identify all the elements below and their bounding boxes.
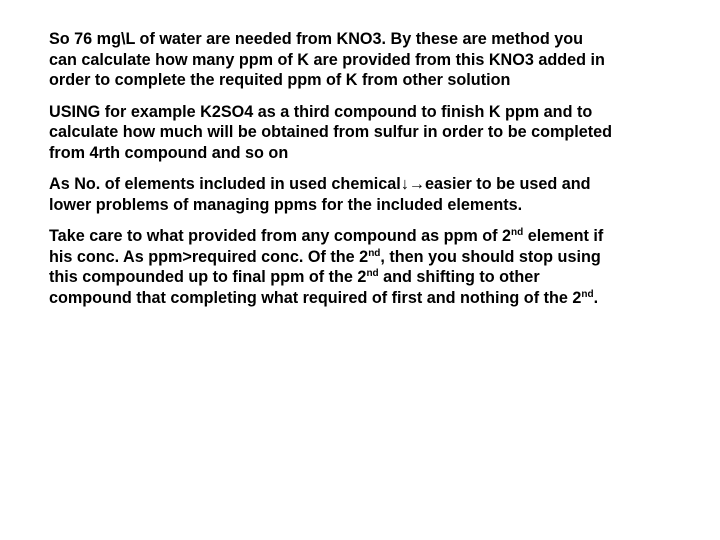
text-line: this compounded up to final ppm of the 2 <box>49 268 367 286</box>
paragraph-second-element-caution <box>49 226 689 308</box>
superscript-nd: nd <box>511 227 524 238</box>
paragraph-elements-count <box>49 174 689 215</box>
text-line: calculate how much will be obtained from sulfur in order to be completed <box>49 123 613 141</box>
text-line: Take care to what provided from any compound as ppm of 2 <box>49 227 512 245</box>
superscript-nd: nd <box>581 288 594 300</box>
text-line: . <box>593 288 599 307</box>
text-line: order to complete the requited ppm of K from other solution <box>49 71 511 89</box>
text-line: and shifting to other <box>378 268 540 286</box>
text-line: So 76 mg\L of water are needed from KNO3. By these are method you <box>49 30 584 48</box>
text-line: can calculate how many ppm of K are provided from this KNO3 added in <box>49 50 605 69</box>
paragraph-kno3-calculation <box>49 29 689 91</box>
text-line: lower problems of managing ppms for the included elements. <box>49 195 523 214</box>
superscript-nd: nd <box>368 247 381 259</box>
text-line: , then you should stop using <box>380 247 601 266</box>
text-line: from 4rth compound and so on <box>49 143 289 162</box>
text-line: USING for example K2SO4 as a third compound to finish K ppm and to <box>49 102 593 121</box>
superscript-nd: nd <box>366 268 379 279</box>
slide-text-body <box>49 29 689 319</box>
text-line: compound that completing what required of first and nothing of the 2 <box>49 288 582 307</box>
paragraph-k2so4-example <box>49 102 689 164</box>
text-line: his conc. As ppm>required conc. Of the 2 <box>49 247 369 266</box>
text-line: As No. of elements included in used chemical↓→easier to be used and <box>49 175 591 193</box>
text-line: element if <box>523 227 604 245</box>
